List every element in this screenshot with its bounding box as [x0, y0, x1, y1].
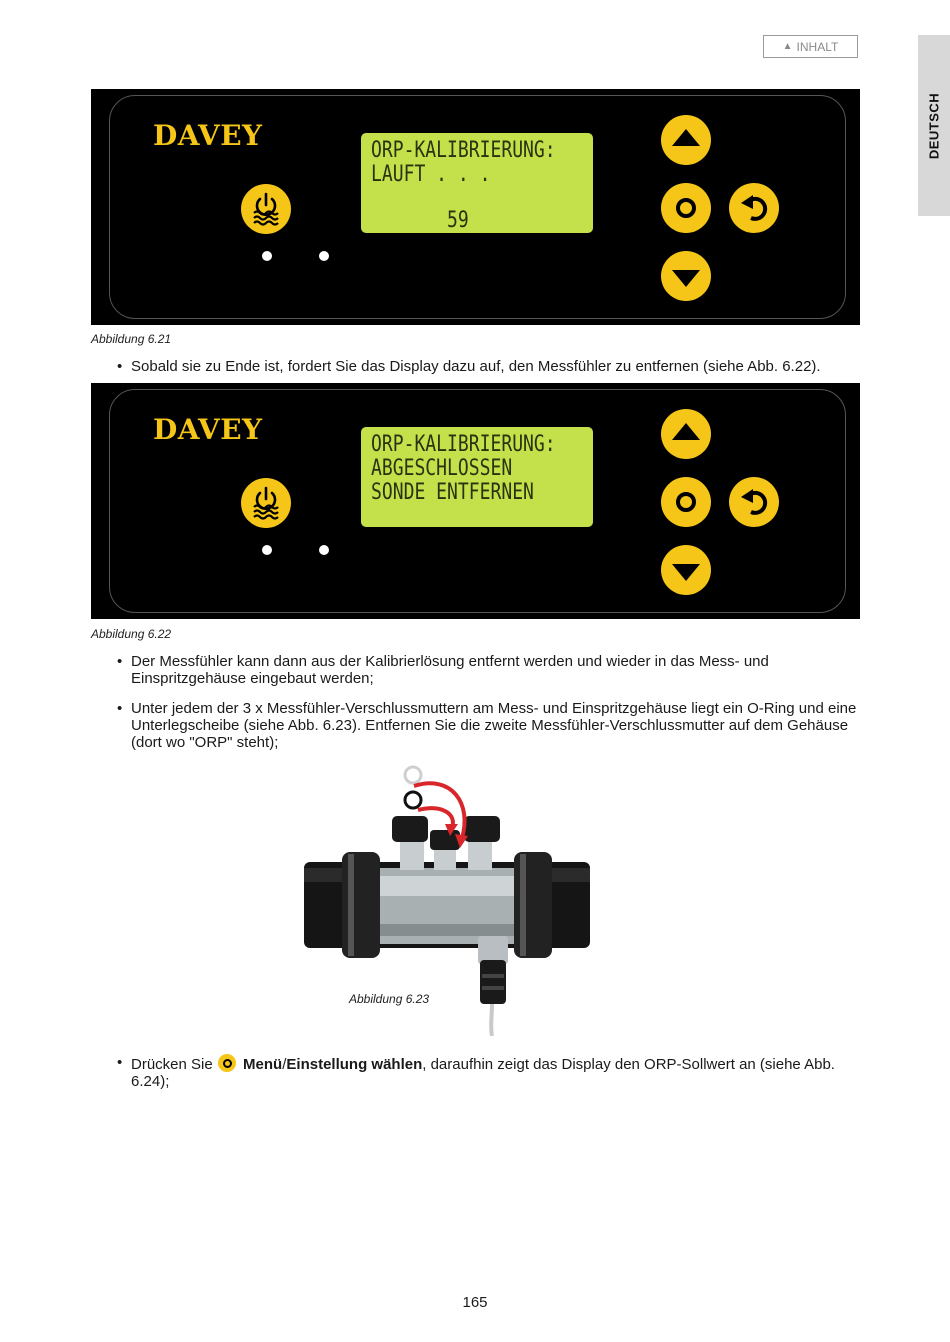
- bullet-item: [117, 700, 862, 751]
- controller-panel-621: [91, 89, 860, 325]
- davey-logo: DAVEY: [153, 413, 263, 446]
- up-button[interactable]: [661, 115, 711, 165]
- bullet-item: [117, 358, 862, 375]
- arrow-down-icon: [661, 251, 711, 301]
- page-number: 165: [462, 1294, 488, 1311]
- bullet-dot: •: [117, 358, 123, 375]
- inhalt-link[interactable]: [763, 35, 858, 58]
- back-arrow-icon: [729, 477, 779, 527]
- down-button[interactable]: [661, 545, 711, 595]
- up-button[interactable]: [661, 409, 711, 459]
- status-led: [319, 251, 329, 261]
- bullet-text: [131, 1054, 862, 1090]
- power-wave-icon: [241, 184, 291, 234]
- bullet-suffix: , daraufhin zeigt das Display den ORP-Sollwert an (siehe Abb. 6.24);: [131, 1056, 835, 1090]
- power-button[interactable]: [241, 478, 291, 528]
- bullet-item: [117, 653, 862, 687]
- select-button[interactable]: [661, 477, 711, 527]
- status-led: [262, 251, 272, 261]
- triangle-up-icon: ▲: [782, 41, 793, 52]
- bullet-dot: •: [117, 1054, 123, 1071]
- arrow-up-icon: [661, 115, 711, 165]
- back-button[interactable]: [729, 183, 779, 233]
- lcd-line-3: SONDE ENTFERNEN: [371, 480, 534, 505]
- davey-logo: DAVEY: [153, 119, 263, 152]
- arrow-up-icon: [661, 409, 711, 459]
- circle-select-icon: [661, 183, 711, 233]
- slash: /: [282, 1056, 287, 1073]
- lcd-line-1: ORP-KALIBRIERUNG:: [371, 432, 556, 457]
- status-led: [262, 545, 272, 555]
- power-button[interactable]: [241, 184, 291, 234]
- lcd-line-2: LAUFT . . .: [371, 162, 491, 187]
- lcd-line-1: ORP-KALIBRIERUNG:: [371, 138, 556, 163]
- bullet-dot: •: [117, 700, 123, 717]
- figure-caption: Abbildung 6.23: [349, 992, 430, 1006]
- lcd-line-2: ABGESCHLOSSEN: [371, 456, 513, 481]
- arrow-down-icon: [661, 545, 711, 595]
- status-led: [319, 545, 329, 555]
- back-arrow-icon: [729, 183, 779, 233]
- down-button[interactable]: [661, 251, 711, 301]
- bullet-prefix: Drücken Sie: [131, 1056, 217, 1073]
- bullet-item: [117, 1054, 862, 1090]
- figure-caption: Abbildung 6.21: [91, 332, 172, 346]
- setting-label: Einstellung wählen: [286, 1056, 423, 1073]
- circle-select-icon: [661, 477, 711, 527]
- language-tab[interactable]: [918, 35, 950, 216]
- lcd-display: [361, 427, 593, 527]
- menu-label: Menü: [243, 1056, 283, 1073]
- figure-caption: Abbildung 6.22: [91, 627, 172, 641]
- lcd-line-3: 59: [371, 208, 469, 233]
- probe-housing-image: [302, 764, 592, 1036]
- inhalt-label: INHALT: [796, 39, 839, 54]
- select-button[interactable]: [661, 183, 711, 233]
- back-button[interactable]: [729, 477, 779, 527]
- bullet-dot: •: [117, 653, 123, 670]
- select-button-icon: [218, 1054, 236, 1072]
- lcd-display: [361, 133, 593, 233]
- controller-panel-622: [91, 383, 860, 619]
- bullet-text: Unter jedem der 3 x Messfühler-Verschlussmuttern am Mess- und Einspritzgehäuse liegt ein O-Ring und eine Unterlegscheibe (siehe Abb. 6.23). Entfernen Sie die zweite Messfühler-Verschlussmutter auf dem Gehäuse (dort wo "ORP" steht);: [131, 700, 857, 751]
- bullet-text: Sobald sie zu Ende ist, fordert Sie das Display dazu auf, den Messfühler zu entfernen (siehe Abb. 6.22).: [131, 358, 821, 375]
- bullet-text: Der Messfühler kann dann aus der Kalibrierlösung entfernt werden und wieder in das Mess- und Einspritzgehäuse eingebaut werden;: [131, 653, 769, 687]
- language-label: DEUTSCH: [926, 92, 942, 159]
- power-wave-icon: [241, 478, 291, 528]
